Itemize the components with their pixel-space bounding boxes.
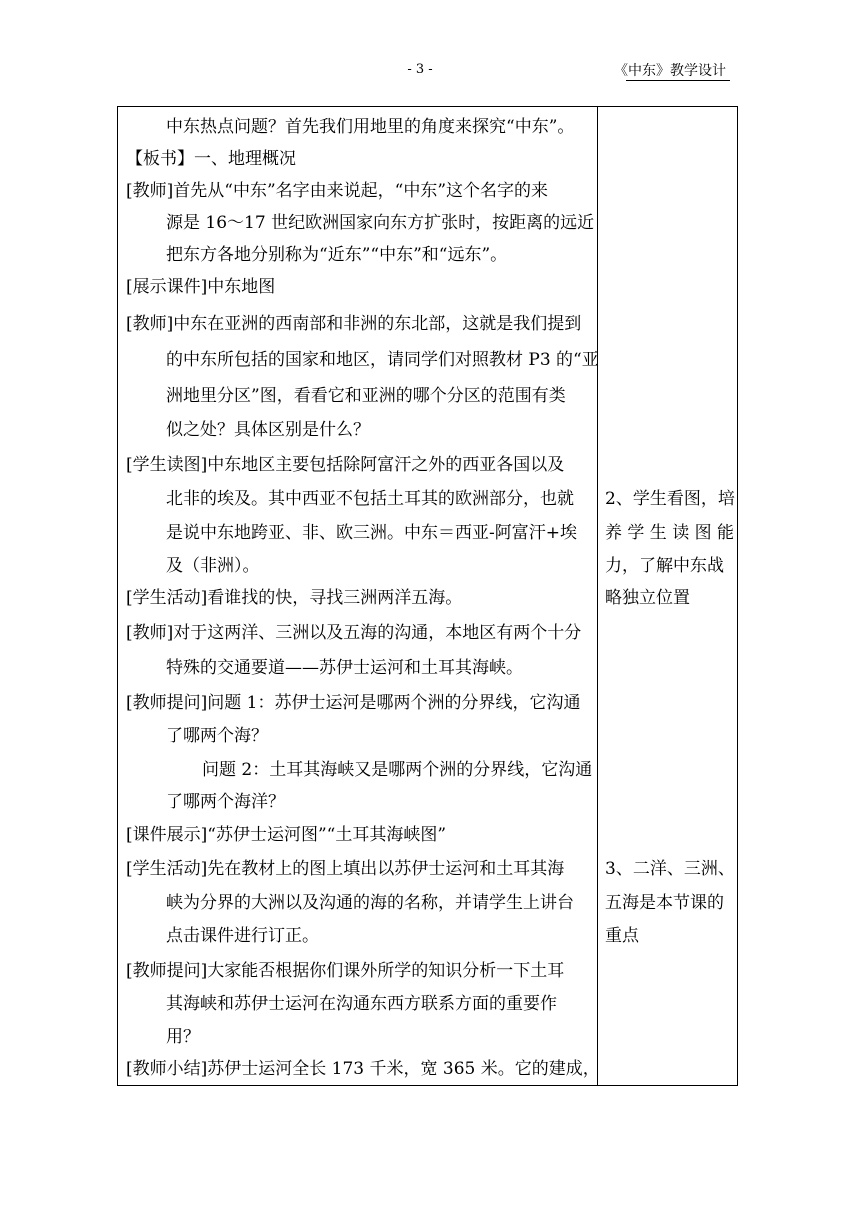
side-text-line: 略独立位置 (605, 588, 690, 608)
text-line: 了哪两个海？ (166, 726, 268, 746)
side-text-line: 养 学 生 读 图 能 (605, 523, 735, 543)
header-underline (626, 80, 730, 81)
text-line: [学生读图]中东地区主要包括除阿富汗之外的西亚各国以及 (126, 455, 565, 475)
side-text-line: 重点 (605, 926, 639, 946)
text-line: [教师提问]问题 1：苏伊士运河是哪两个洲的分界线，它沟通 (126, 693, 581, 713)
text-line: [课件展示]“苏伊士运河图”“土耳其海峡图” (126, 825, 447, 845)
lesson-table (117, 106, 738, 1086)
text-line: 用？ (166, 1027, 200, 1047)
text-line: [学生活动]看谁找的快，寻找三洲两洋五海。 (126, 588, 463, 608)
page-number: - 3 - (407, 62, 433, 77)
page-header (0, 0, 860, 90)
side-text-line: 力，了解中东战 (605, 556, 724, 576)
text-line: 源是 16～17 世纪欧洲国家向东方扩张时，按距离的远近 (166, 213, 595, 233)
text-line: 是说中东地跨亚、非、欧三洲。中东＝西亚-阿富汗+埃 (166, 523, 577, 543)
text-line: 问题 2：土耳其海峡又是哪两个洲的分界线，它沟通 (202, 760, 593, 780)
text-line: [学生活动]先在教材上的图上填出以苏伊士运河和土耳其海 (126, 859, 565, 879)
text-line: [展示课件]中东地图 (126, 277, 276, 297)
text-line: 峡为分界的大洲以及沟通的海的名称，并请学生上讲台 (166, 893, 574, 913)
text-line: 洲地里分区”图，看看它和亚洲的哪个分区的范围有类 (166, 386, 566, 406)
text-line: 似之处？具体区别是什么？ (166, 420, 370, 440)
text-line: 其海峡和苏伊士运河在沟通东西方联系方面的重要作 (166, 994, 557, 1014)
document-title: 《中东》教学设计 (614, 63, 726, 79)
text-line: [教师]中东在亚洲的西南部和非洲的东北部，这就是我们提到 (126, 314, 582, 334)
text-line: 及（非洲）。 (166, 556, 260, 576)
text-line: 点击课件进行订正。 (166, 926, 319, 946)
text-line: 特殊的交通要道——苏伊士运河和土耳其海峡。 (166, 658, 523, 678)
side-text-line: 2、学生看图，培 (605, 489, 735, 509)
text-line: [教师小结]苏伊士运河全长 173 千米，宽 365 米。它的建成， (126, 1059, 600, 1079)
side-text-line: 五海是本节课的 (605, 893, 724, 913)
text-line: 了哪两个海洋？ (166, 792, 285, 812)
text-line: 的中东所包括的国家和地区，请同学们对照教材 P3 的“亚 (166, 350, 599, 370)
side-text-line: 3、二洋、三洲、 (605, 859, 735, 879)
text-line: 【板书】一、地理概况 (126, 149, 296, 169)
text-line: 北非的埃及。其中西亚不包括土耳其的欧洲部分，也就 (166, 489, 574, 509)
text-line: 把东方各地分别称为“近东”“中东”和“远东”。 (166, 245, 508, 265)
column-divider (597, 107, 598, 1085)
text-line: 中东热点问题？首先我们用地里的角度来探究“中东”。 (166, 117, 575, 137)
text-line: [教师]对于这两洋、三洲以及五海的沟通，本地区有两个十分 (126, 623, 582, 643)
text-line: [教师提问]大家能否根据你们课外所学的知识分析一下土耳 (126, 961, 565, 981)
text-line: [教师]首先从“中东”名字由来说起，“中东”这个名字的来 (126, 181, 549, 201)
